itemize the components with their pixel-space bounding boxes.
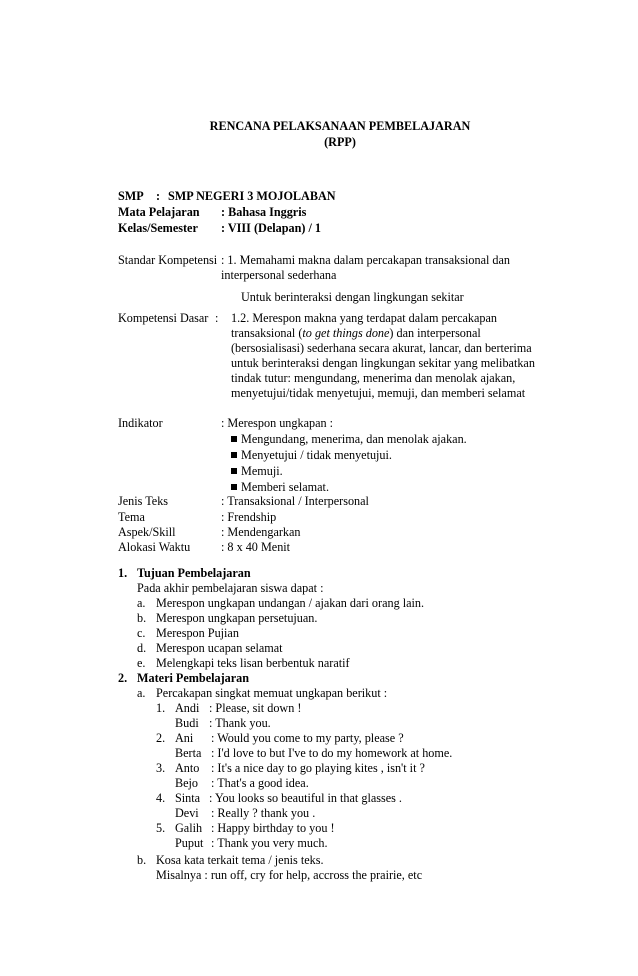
materi-heading: Materi Pembelajaran bbox=[137, 671, 250, 685]
bullet-text: Menyetujui / tidak menyetujui. bbox=[241, 448, 392, 462]
aspek-value: : Mendengarkan bbox=[221, 525, 301, 539]
kompetensi-line5: tindak tutur: mengundang, menerima dan menolak ajakan, bbox=[231, 371, 516, 385]
dialog-number: 3. bbox=[156, 761, 166, 775]
kompetensi-label: Kompetensi Dasar bbox=[118, 311, 209, 325]
tujuan-item-text: Merespon ungkapan persetujuan. bbox=[156, 611, 318, 625]
aspek-label: Aspek/Skill bbox=[118, 525, 176, 539]
dialog-speaker: Galih bbox=[175, 821, 203, 835]
school-value: SMP NEGERI 3 MOJOLABAN bbox=[168, 189, 336, 203]
standar-line1: : 1. Memahami makna dalam percakapan transaksional dan bbox=[221, 253, 511, 267]
grade-label: Kelas/Semester bbox=[118, 221, 198, 235]
grade-value: : VIII (Delapan) / 1 bbox=[221, 221, 321, 235]
tujuan-number: 1. bbox=[118, 566, 128, 580]
school-separator: : bbox=[156, 189, 161, 203]
indikator-value: : Merespon ungkapan : bbox=[221, 416, 334, 430]
materi-a-text: Percakapan singkat memuat ungkapan berikut : bbox=[156, 686, 388, 700]
indikator-bullet bbox=[231, 432, 467, 447]
kompetensi-line6: menyetujui/tidak menyetujui, memuji, dan memberi selamat bbox=[231, 386, 526, 400]
dialog-speaker: Sinta bbox=[175, 791, 201, 805]
dialog-speaker: Bejo bbox=[175, 776, 199, 790]
kompetensi-line4: untuk berinteraksi dengan lingkungan sekitar yang melibatkan bbox=[231, 356, 535, 370]
dialog-line: : Would you come to my party, please ? bbox=[211, 731, 404, 745]
standar-line2: interpersonal sederhana bbox=[221, 268, 337, 282]
bullet-square-icon bbox=[231, 484, 237, 490]
kompetensi-line1: 1.2. Merespon makna yang terdapat dalam percakapan bbox=[231, 311, 497, 325]
document-subtitle: (RPP) bbox=[324, 135, 356, 149]
kompetensi-line2-italic: to get things done bbox=[302, 326, 390, 340]
tujuan-item-text: Merespon Pujian bbox=[156, 626, 239, 640]
tujuan-item-letter: d. bbox=[137, 641, 147, 655]
dialog-number: 5. bbox=[156, 821, 166, 835]
dialog-speaker: Andi bbox=[175, 701, 200, 715]
kompetensi-line2-pre: transaksional ( bbox=[231, 326, 303, 340]
tujuan-intro: Pada akhir pembelajaran siswa dapat : bbox=[137, 581, 324, 595]
alokasi-value: : 8 x 40 Menit bbox=[221, 540, 291, 554]
materi-b-letter: b. bbox=[137, 853, 147, 867]
materi-a-letter: a. bbox=[137, 686, 146, 700]
dialog-line: : Thank you very much. bbox=[211, 836, 328, 850]
bullet-square-icon bbox=[231, 436, 237, 442]
bullet-text: Memberi selamat. bbox=[241, 480, 329, 494]
school-label: SMP bbox=[118, 189, 144, 203]
dialog-line: : Really ? thank you . bbox=[211, 806, 316, 820]
tujuan-heading: Tujuan Pembelajaran bbox=[137, 566, 251, 580]
bullet-square-icon bbox=[231, 452, 237, 458]
dialog-number: 2. bbox=[156, 731, 166, 745]
document-title: RENCANA PELAKSANAAN PEMBELAJARAN bbox=[209, 119, 471, 133]
tujuan-item-text: Merespon ungkapan undangan / ajakan dari orang lain. bbox=[156, 596, 425, 610]
tujuan-item-letter: e. bbox=[137, 656, 146, 670]
tujuan-item-text: Melengkapi teks lisan berbentuk naratif bbox=[156, 656, 350, 670]
bullet-text: Memuji. bbox=[241, 464, 283, 478]
dialog-speaker: Budi bbox=[175, 716, 199, 730]
subject-label: Mata Pelajaran bbox=[118, 205, 200, 219]
jenis-teks-value: : Transaksional / Interpersonal bbox=[221, 494, 369, 508]
tujuan-item-letter: a. bbox=[137, 596, 146, 610]
bullet-square-icon bbox=[231, 468, 237, 474]
dialog-line: : You looks so beautiful in that glasses . bbox=[209, 791, 402, 805]
tujuan-item-letter: b. bbox=[137, 611, 147, 625]
bullet-text: Mengundang, menerima, dan menolak ajakan. bbox=[241, 432, 467, 446]
dialog-line: : I'd love to but I've to do my homework at home. bbox=[211, 746, 453, 760]
dialog-speaker: Berta bbox=[175, 746, 202, 760]
materi-number: 2. bbox=[118, 671, 128, 685]
materi-b-example: Misalnya : run off, cry for help, accross the prairie, etc bbox=[156, 868, 423, 882]
alokasi-label: Alokasi Waktu bbox=[118, 540, 191, 554]
dialog-speaker: Anto bbox=[175, 761, 200, 775]
tujuan-item-text: Merespon ucapan selamat bbox=[156, 641, 283, 655]
jenis-teks-label: Jenis Teks bbox=[118, 494, 169, 508]
dialog-line: : That's a good idea. bbox=[211, 776, 309, 790]
dialog-speaker: Ani bbox=[175, 731, 194, 745]
tema-label: Tema bbox=[118, 510, 145, 524]
tujuan-item-letter: c. bbox=[137, 626, 146, 640]
dialog-speaker: Devi bbox=[175, 806, 199, 820]
dialog-line: : Please, sit down ! bbox=[209, 701, 302, 715]
indikator-bullet bbox=[231, 448, 392, 463]
indikator-label: Indikator bbox=[118, 416, 163, 430]
tema-value: : Frendship bbox=[221, 510, 277, 524]
dialog-number: 4. bbox=[156, 791, 166, 805]
kompetensi-line2-post: ) dan interpersonal bbox=[389, 326, 481, 340]
indikator-bullet bbox=[231, 464, 283, 479]
dialog-number: 1. bbox=[156, 701, 166, 715]
kompetensi-line2 bbox=[231, 326, 481, 341]
standar-line3: Untuk berinteraksi dengan lingkungan sekitar bbox=[241, 290, 464, 304]
materi-b-text: Kosa kata terkait tema / jenis teks. bbox=[156, 853, 324, 867]
dialog-line: : Thank you. bbox=[209, 716, 271, 730]
dialog-line: : Happy birthday to you ! bbox=[211, 821, 335, 835]
kompetensi-line3: (bersosialisasi) sederhana secara akurat, lancar, dan berterima bbox=[231, 341, 532, 355]
dialog-speaker: Puput bbox=[175, 836, 204, 850]
subject-value: : Bahasa Inggris bbox=[221, 205, 307, 219]
kompetensi-separator: : bbox=[215, 311, 219, 325]
standar-label: Standar Kompetensi bbox=[118, 253, 218, 267]
dialog-line: : It's a nice day to go playing kites , isn't it ? bbox=[211, 761, 425, 775]
indikator-bullet bbox=[231, 480, 329, 495]
